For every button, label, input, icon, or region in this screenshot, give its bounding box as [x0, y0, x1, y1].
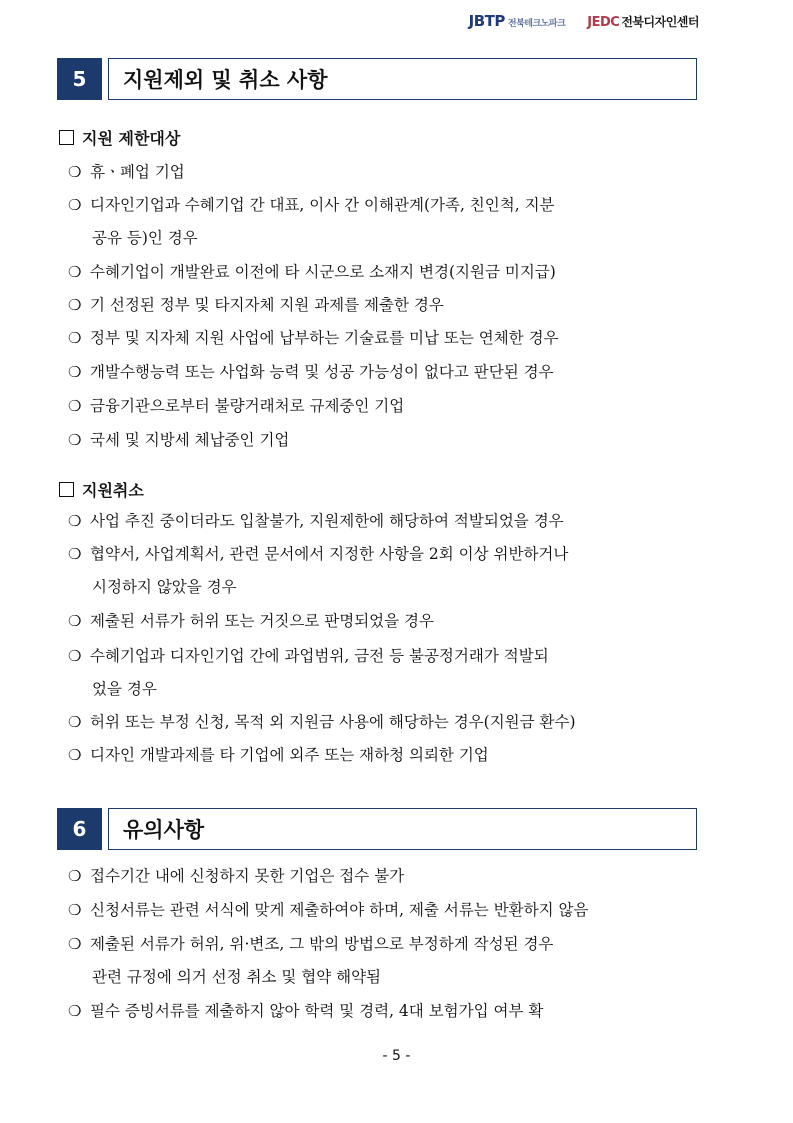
- list-item-text: 신청서류는 관련 서식에 맞게 제출하여야 하며, 제출 서류는 반환하지 않음: [90, 901, 589, 919]
- list-item-text: 휴ㆍ폐업 기업: [90, 163, 185, 181]
- list-item-text: 수혜기업이 개발완료 이전에 타 시군으로 소재지 변경(지원금 미지급): [90, 263, 556, 281]
- bullet-circle-icon: ❍: [68, 746, 82, 764]
- bullet-circle-icon: ❍: [68, 545, 82, 563]
- list-item-continuation: 시정하지 않았을 경우: [92, 578, 237, 596]
- list-item-text: 제출된 서류가 허위 또는 거짓으로 판명되었을 경우: [90, 612, 434, 630]
- jbtp-logo: [469, 12, 566, 30]
- list-item: [68, 322, 700, 355]
- jedc-logo: [587, 13, 699, 30]
- list-item: [68, 189, 700, 255]
- section-5-header: [57, 58, 697, 100]
- header-logos: [469, 12, 699, 30]
- list-item-text: 정부 및 지자체 지원 사업에 납부하는 기술료를 미납 또는 연체한 경우: [90, 329, 559, 347]
- list-item-continuation: 공유 등)인 경우: [92, 229, 198, 247]
- list-item-text: 사업 추진 중이더라도 입찰불가, 지원제한에 해당하여 적발되었을 경우: [90, 512, 564, 530]
- section-5-number: 5: [57, 58, 102, 100]
- bullet-circle-icon: ❍: [68, 901, 82, 919]
- list-item: [68, 156, 700, 189]
- list-item-text: 국세 및 지방세 체납중인 기업: [90, 431, 290, 449]
- list-item-text: 개발수행능력 또는 사업화 능력 및 성공 가능성이 없다고 판단된 경우: [90, 363, 554, 381]
- list-item-text: 필수 증빙서류를 제출하지 않아 학력 및 경력, 4대 보험가입 여부 확: [90, 1002, 544, 1020]
- restriction-heading: [59, 126, 180, 149]
- list-item: [68, 640, 700, 706]
- section-6-header: [57, 808, 697, 850]
- section-6-title: 유의사항: [108, 808, 697, 850]
- section-5-title: 지원제외 및 취소 사항: [108, 58, 697, 100]
- list-item-text: 금융기관으로부터 불량거래처로 규제중인 기업: [90, 397, 405, 415]
- section-6-number: 6: [57, 808, 102, 850]
- bullet-circle-icon: ❍: [68, 867, 82, 885]
- cancel-heading: [59, 478, 144, 501]
- list-item-text: 디자인 개발과제를 타 기업에 외주 또는 재하청 의뢰한 기업: [90, 746, 489, 764]
- bullet-circle-icon: ❍: [68, 196, 82, 214]
- bullet-circle-icon: ❍: [68, 647, 82, 665]
- list-item: [68, 894, 700, 927]
- list-item-continuation: 었을 경우: [92, 680, 157, 698]
- jbtp-logo-text: JBTP: [468, 12, 505, 30]
- list-item: [68, 605, 700, 638]
- list-item-text: 협약서, 사업계획서, 관련 문서에서 지정한 사항을 2회 이상 위반하거나: [90, 545, 569, 563]
- jbtp-logo-sub: 전북테크노파크: [507, 19, 566, 29]
- list-item-text: 제출된 서류가 허위, 위·변조, 그 밖의 방법으로 부정하게 작성된 경우: [90, 935, 554, 953]
- list-item-text: 기 선정된 정부 및 타지자체 지원 과제를 제출한 경우: [90, 296, 444, 314]
- list-item: [68, 256, 700, 289]
- bullet-circle-icon: ❍: [68, 263, 82, 281]
- checkbox-square-icon: [59, 482, 74, 497]
- cancel-heading-text: 지원취소: [82, 481, 144, 500]
- bullet-circle-icon: ❍: [68, 296, 82, 314]
- bullet-circle-icon: ❍: [68, 713, 82, 731]
- checkbox-square-icon: [59, 130, 74, 145]
- list-item: [68, 538, 700, 604]
- bullet-circle-icon: ❍: [68, 612, 82, 630]
- list-item: [68, 289, 700, 322]
- bullet-circle-icon: ❍: [68, 329, 82, 347]
- list-item-text: 수혜기업과 디자인기업 간에 과업범위, 금전 등 불공정거래가 적발되: [90, 647, 549, 665]
- list-item-text: 디자인기업과 수혜기업 간 대표, 이사 간 이해관계(가족, 친인척, 지분: [90, 196, 555, 214]
- restriction-heading-text: 지원 제한대상: [82, 129, 181, 148]
- bullet-circle-icon: ❍: [68, 363, 82, 381]
- list-item: [68, 390, 700, 423]
- list-item-text: 허위 또는 부정 신청, 목적 외 지원금 사용에 해당하는 경우(지원금 환수): [90, 713, 576, 731]
- bullet-circle-icon: ❍: [68, 512, 82, 530]
- bullet-circle-icon: ❍: [68, 431, 82, 449]
- bullet-circle-icon: ❍: [68, 935, 82, 953]
- bullet-circle-icon: ❍: [68, 163, 82, 181]
- list-item: [68, 928, 700, 994]
- bullet-circle-icon: ❍: [68, 1002, 82, 1020]
- bullet-circle-icon: ❍: [68, 397, 82, 415]
- list-item-text: 접수기간 내에 신청하지 못한 기업은 접수 불가: [90, 867, 405, 885]
- list-item: [68, 995, 700, 1028]
- jedc-logo-sub: 전북디자인센터: [621, 14, 699, 29]
- page-number: - 5 -: [382, 1048, 411, 1064]
- list-item: [68, 356, 700, 389]
- jedc-logo-text: JEDC: [587, 14, 620, 30]
- list-item: [68, 424, 700, 457]
- list-item-continuation: 관련 규정에 의거 선정 취소 및 협약 해약됨: [92, 968, 382, 986]
- list-item: [68, 860, 700, 893]
- list-item: [68, 505, 700, 538]
- list-item: [68, 706, 700, 739]
- list-item: [68, 739, 700, 772]
